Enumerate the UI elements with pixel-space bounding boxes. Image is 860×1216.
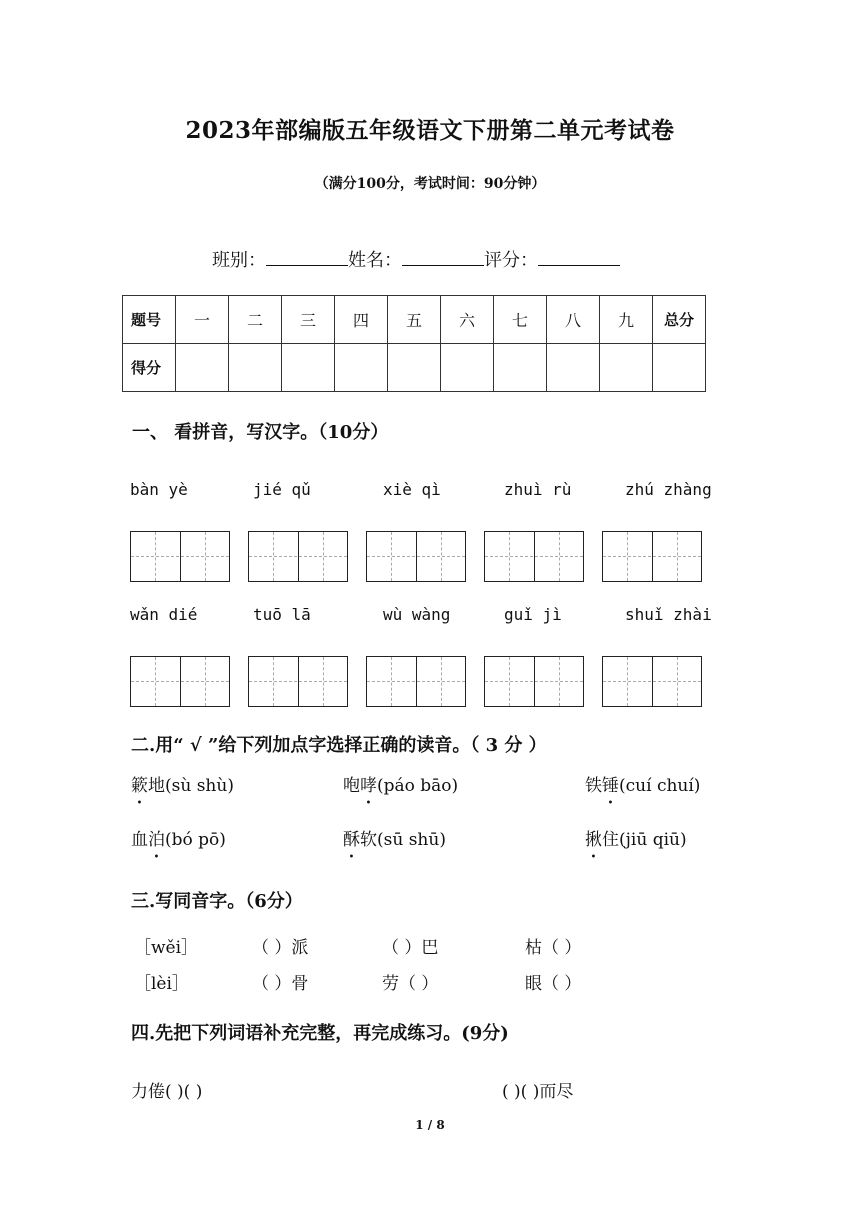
column-header: 九 xyxy=(600,296,653,344)
reading-options[interactable]: 软(sū shū) xyxy=(360,830,446,850)
reading-item xyxy=(131,825,226,850)
score-cell[interactable] xyxy=(388,344,441,392)
dotted-char: 锤 xyxy=(602,776,619,796)
writing-box[interactable] xyxy=(248,656,348,707)
section2-heading: 二.用“ √ ”给下列加点字选择正确的读音。（ 3 分 ） xyxy=(131,735,547,756)
reading-options[interactable]: (bó pō) xyxy=(165,830,226,850)
score-cell[interactable] xyxy=(600,344,653,392)
reading-options[interactable]: (páo bāo) xyxy=(377,776,459,796)
reading-item xyxy=(585,771,700,796)
score-label-cell: 得分 xyxy=(123,344,176,392)
pinyin-label: zhú zhàng xyxy=(625,480,712,499)
dotted-char: 簌 xyxy=(131,776,148,796)
dotted-char: 哮 xyxy=(360,776,377,796)
writing-box[interactable] xyxy=(602,531,702,582)
score-cell[interactable] xyxy=(229,344,282,392)
reading-item xyxy=(343,825,446,850)
pinyin-label: jié qǔ xyxy=(253,480,311,499)
writing-box[interactable] xyxy=(484,656,584,707)
plain-char: 咆 xyxy=(343,776,360,796)
reading-options[interactable]: 住(jiū qiū) xyxy=(602,830,687,850)
reading-options[interactable]: 地(sù shù) xyxy=(148,776,234,796)
section3-heading: 三.写同音字。（6分） xyxy=(131,891,303,912)
dotted-char: 揪 xyxy=(585,830,602,850)
name-label: 姓名： xyxy=(348,250,402,271)
score-table-header-row xyxy=(123,296,706,344)
score-cell[interactable] xyxy=(176,344,229,392)
exam-subtitle: （满分100分，考试时间：90分钟） xyxy=(314,176,546,192)
fill-blank[interactable]: （ ）派 xyxy=(252,938,309,958)
pinyin-label: guǐ jì xyxy=(504,605,562,624)
score-table xyxy=(122,295,706,392)
column-header: 四 xyxy=(335,296,388,344)
column-header: 七 xyxy=(494,296,547,344)
score-cell[interactable] xyxy=(282,344,335,392)
column-header-total: 总分 xyxy=(653,296,706,344)
score-cell[interactable] xyxy=(441,344,494,392)
reading-item xyxy=(343,771,458,796)
dotted-char: 泊 xyxy=(148,830,165,850)
score-table-score-row xyxy=(123,344,706,392)
score-cell[interactable] xyxy=(335,344,388,392)
column-header: 六 xyxy=(441,296,494,344)
name-blank[interactable] xyxy=(402,247,484,266)
score-cell[interactable] xyxy=(653,344,706,392)
pinyin-bracket: ［wěi］ xyxy=(134,938,199,958)
page-title: 2023年部编版五年级语文下册第二单元考试卷 xyxy=(185,117,675,144)
writing-box[interactable] xyxy=(130,531,230,582)
pinyin-label: tuō lā xyxy=(253,605,311,624)
pinyin-bracket: ［lèi］ xyxy=(134,974,189,994)
writing-box[interactable] xyxy=(366,531,466,582)
writing-box[interactable] xyxy=(602,656,702,707)
plain-char: 铁 xyxy=(585,776,602,796)
fill-blank[interactable]: 劳（ ） xyxy=(382,974,439,994)
idiom-fill[interactable]: ( )( )而尽 xyxy=(502,1082,574,1102)
writing-box[interactable] xyxy=(248,531,348,582)
writing-box[interactable] xyxy=(130,656,230,707)
pinyin-label: wù wàng xyxy=(383,605,451,624)
pinyin-label: bàn yè xyxy=(130,480,188,499)
column-header: 二 xyxy=(229,296,282,344)
column-header: 八 xyxy=(547,296,600,344)
dotted-char: 酥 xyxy=(343,830,360,850)
fill-blank[interactable]: （ ）巴 xyxy=(382,938,439,958)
section4-heading: 四.先把下列词语补充完整，再完成练习。(9分) xyxy=(131,1023,509,1044)
pinyin-label: wǎn dié xyxy=(130,605,198,624)
score-cell[interactable] xyxy=(547,344,600,392)
score-blank[interactable] xyxy=(538,247,620,266)
fill-blank[interactable]: 枯（ ） xyxy=(525,938,582,958)
column-header: 三 xyxy=(282,296,335,344)
header-label-cell: 题号 xyxy=(123,296,176,344)
pinyin-label: shuǐ zhài xyxy=(625,605,712,624)
class-label: 班别： xyxy=(212,250,266,271)
reading-options[interactable]: (cuí chuí) xyxy=(619,776,701,796)
writing-box[interactable] xyxy=(366,656,466,707)
writing-box[interactable] xyxy=(484,531,584,582)
plain-char: 血 xyxy=(131,830,148,850)
reading-item xyxy=(131,771,234,796)
pinyin-label: zhuì rù xyxy=(504,480,572,499)
section1-heading: 一、 看拼音，写汉字。（10分） xyxy=(132,422,389,443)
score-label: 评分： xyxy=(484,250,538,271)
score-cell[interactable] xyxy=(494,344,547,392)
column-header: 一 xyxy=(176,296,229,344)
class-blank[interactable] xyxy=(266,247,348,266)
fill-blank[interactable]: 眼（ ） xyxy=(525,974,582,994)
idiom-fill[interactable]: 力倦( )( ) xyxy=(131,1082,203,1102)
column-header: 五 xyxy=(388,296,441,344)
fill-blank[interactable]: （ ）骨 xyxy=(252,974,309,994)
page-number: 1 / 8 xyxy=(415,1118,445,1132)
pinyin-label: xiè qì xyxy=(383,480,441,499)
info-line xyxy=(212,246,620,272)
reading-item xyxy=(585,825,687,850)
